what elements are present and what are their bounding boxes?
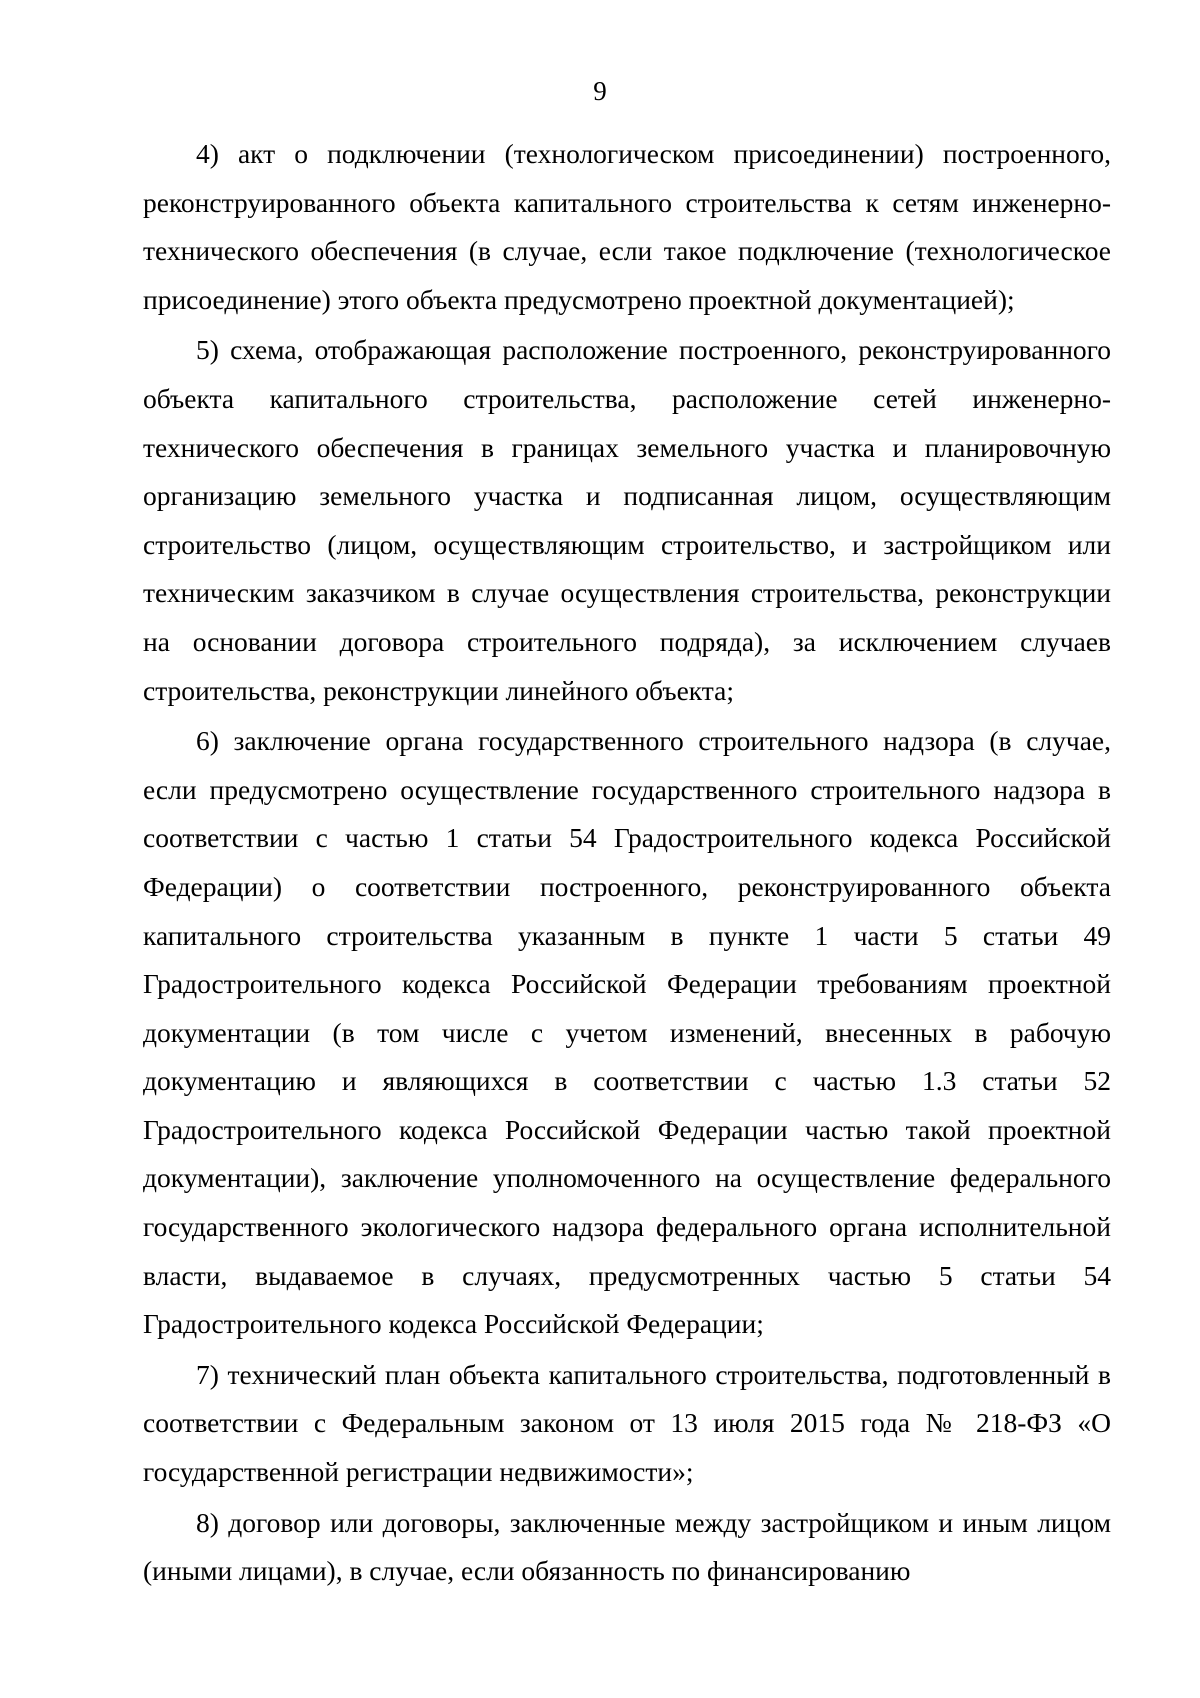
paragraph-item-8: 8) договор или договоры, заключенные между застройщиком и иным лицом (иными лицами), в случае, если обязанность по финансированию — [143, 1506, 1111, 1587]
paragraph-item-5: 5) схема, отображающая расположение построенного, реконструированного объекта капитального строительства, расположение сетей инженерно-технического обеспечения в границах земельного участка и планировочную организацию земельного участка и подписанная лицом, осуществляющим строительство (лицом, осуществляющим строительство, и застройщиком или техническим заказчиком в случае осуществления строительства, реконструкции на основании договора строительного подряда), за исключением случаев строительства, реконструкции линейного объекта; — [143, 334, 1111, 706]
paragraph-item-7: 7) технический план объекта капитального строительства, подготовленный в соответствии с Федеральным законом от 13 июля 2015 года № 218-ФЗ «О государственной регистрации недвижимости»; — [143, 1358, 1111, 1488]
page-number: 9 — [593, 76, 607, 106]
paragraph-item-6: 6) заключение органа государственного строительного надзора (в случае, если предусмотрено осуществление государственного строительного надзора в соответствии с частью 1 статьи 54 Градостроительного кодекса Российской Федерации) о соответствии построенного, реконструированного объекта капитального строительства указанным в пункте 1 части 5 статьи 49 Градостроительного кодекса Российской Федерации требованиям проектной документации (в том числе с учетом изменений, внесенных в рабочую документацию и являющихся в соответствии с частью 1.3 статьи 52 Градостроительного кодекса Российской Федерации частью такой проектной документации), заключение уполномоченного на осуществление федерального государственного экологического надзора федерального органа исполнительной власти, выдаваемое в случаях, предусмотренных частью 5 статьи 54 Градостроительного кодекса Российской Федерации; — [143, 725, 1111, 1340]
document-body — [143, 130, 1111, 1598]
paragraph-item-4: 4) акт о подключении (технологическом присоединении) построенного, реконструированного объекта капитального строительства к сетям инженерно-технического обеспечения (в случае, если такое подключение (технологическое присоединение) этого объекта предусмотрено проектной документацией); — [143, 138, 1111, 315]
